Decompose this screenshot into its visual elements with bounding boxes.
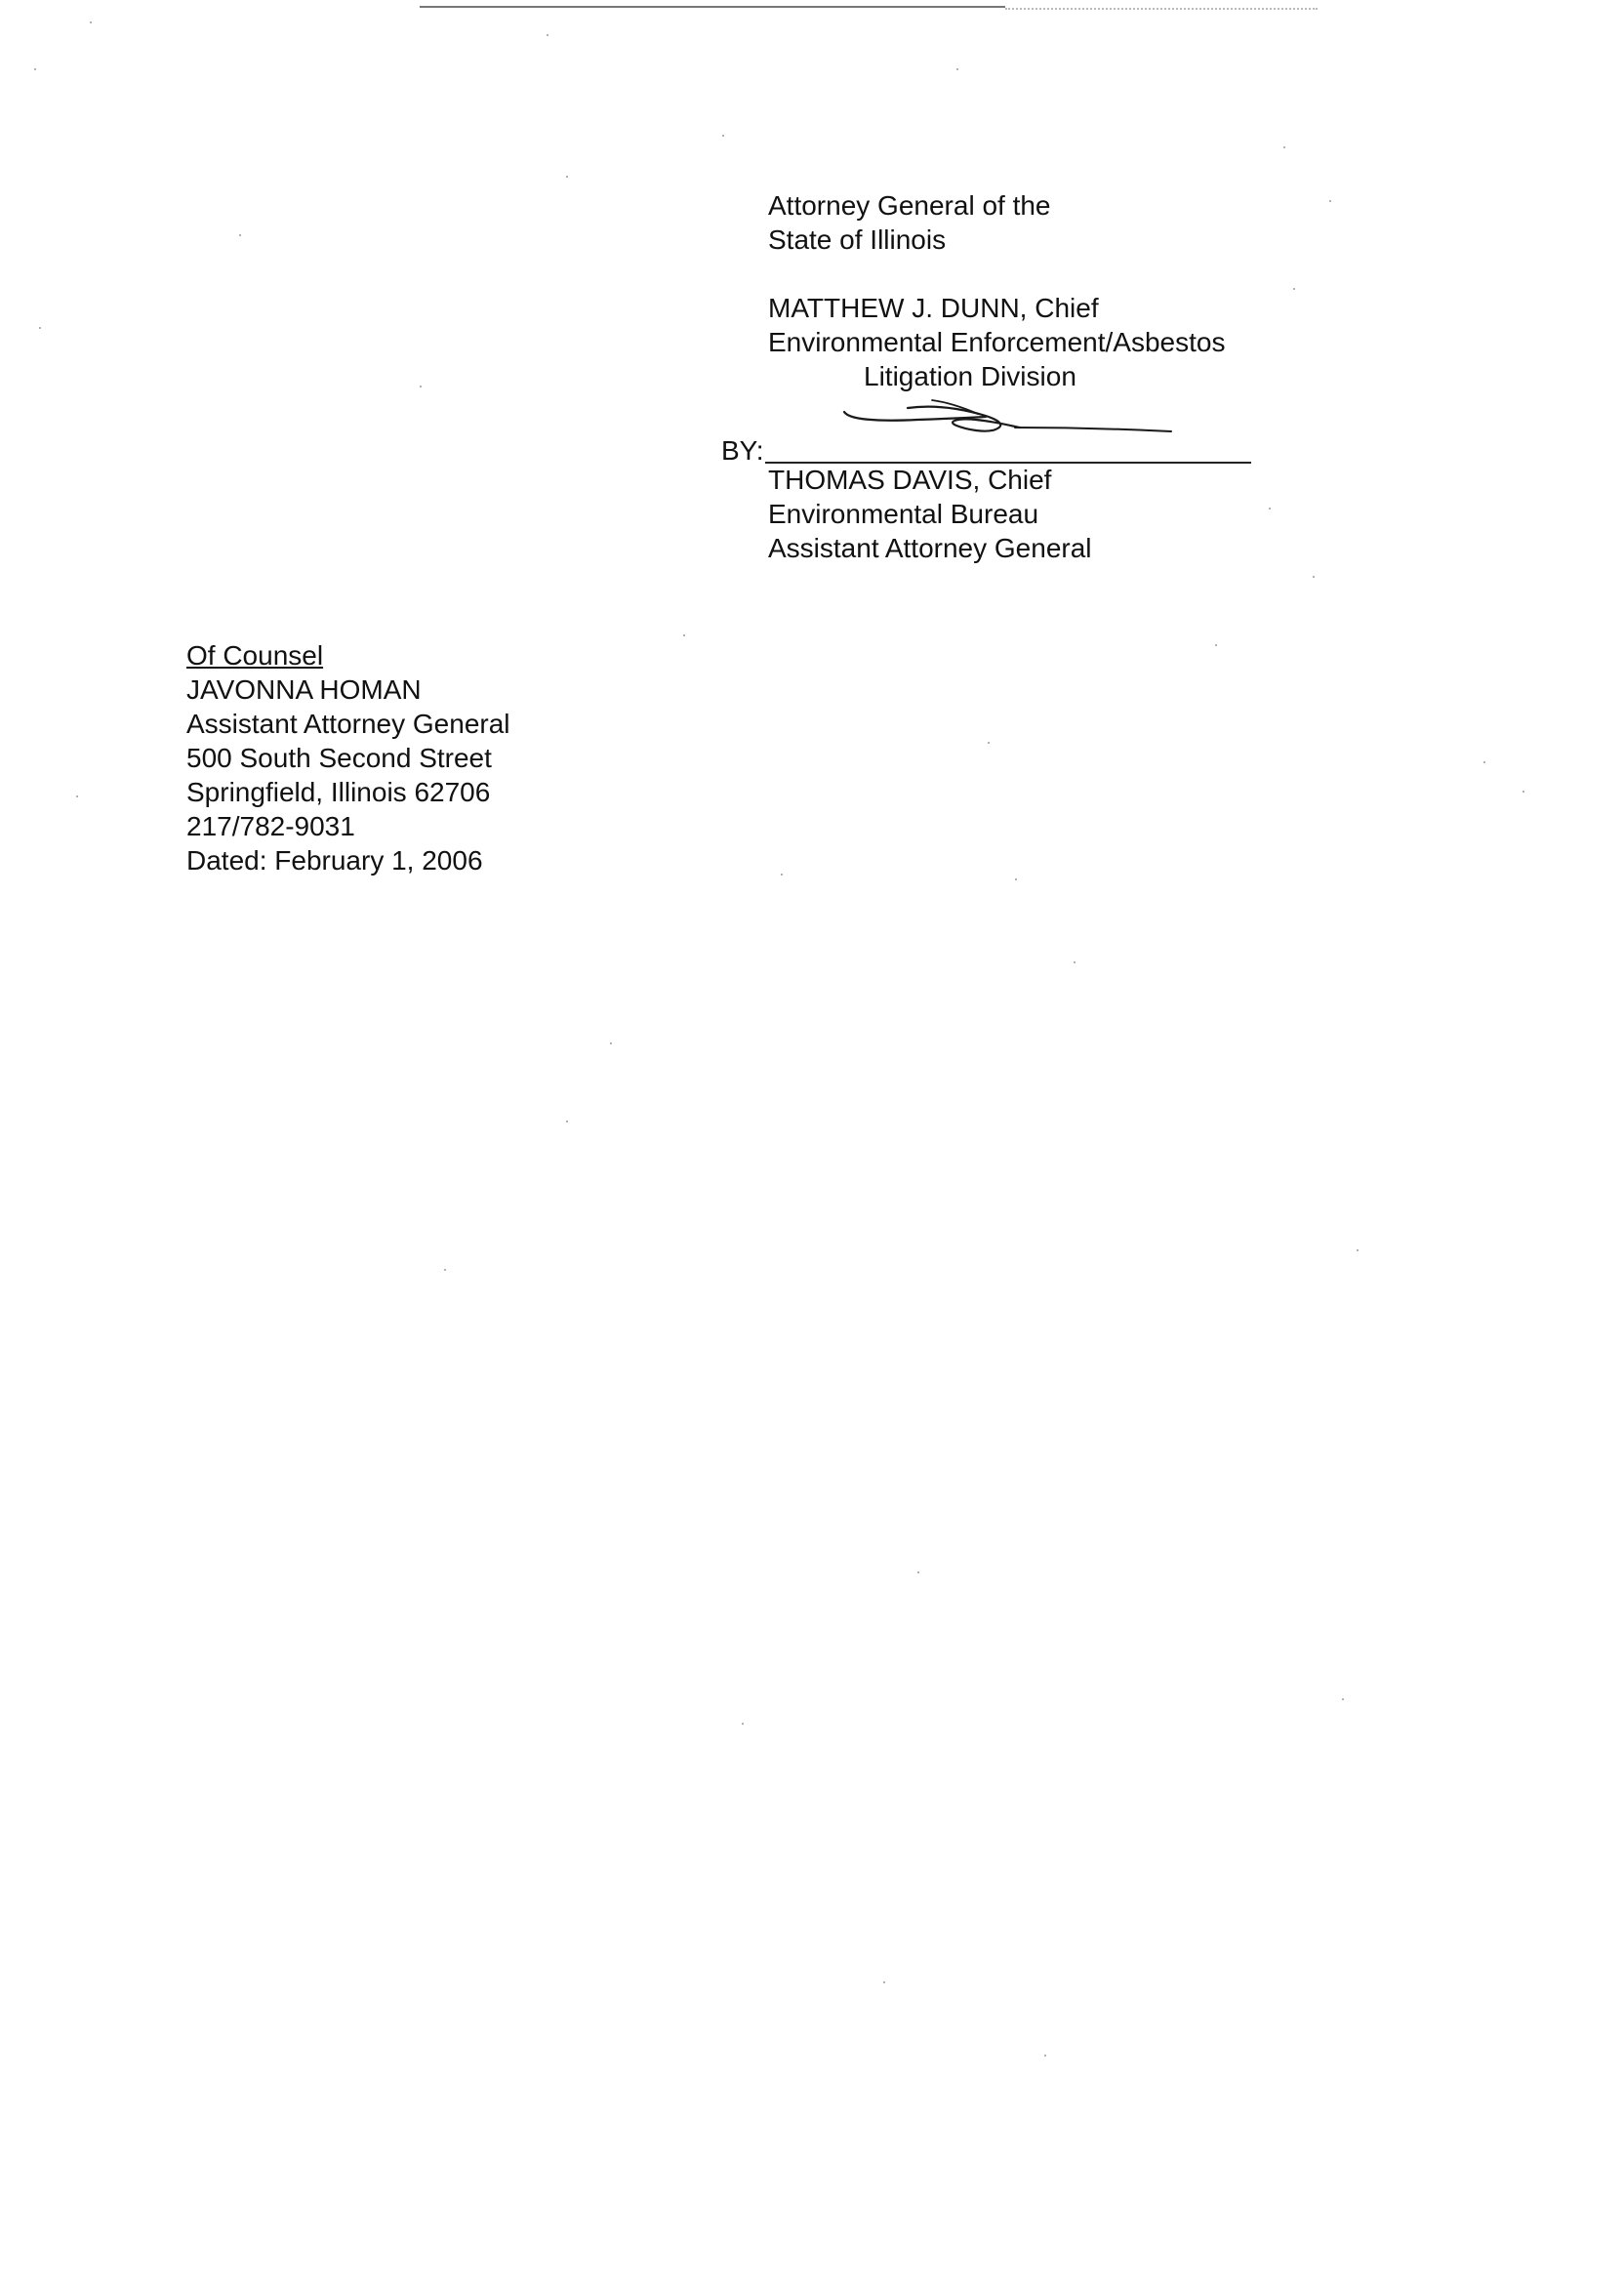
- top-scan-rule-faint: [1005, 8, 1318, 10]
- scan-speck: [444, 1269, 446, 1271]
- attorney-general-line-1: Attorney General of the: [768, 190, 1051, 221]
- scan-speck: [1313, 576, 1315, 578]
- scan-speck: [1269, 508, 1271, 509]
- scan-speck: [1342, 1698, 1344, 1700]
- scan-speck: [988, 742, 990, 744]
- handwritten-signature: [839, 390, 1181, 449]
- attorney-general-line-2: State of Illinois: [768, 224, 947, 255]
- scan-speck: [90, 21, 92, 23]
- signer-name: THOMAS DAVIS, Chief: [768, 465, 1052, 495]
- by-label: BY:: [721, 435, 764, 466]
- scan-speck: [1329, 200, 1331, 202]
- scan-speck: [1293, 288, 1295, 290]
- scan-speck: [1483, 761, 1485, 763]
- scan-speck: [883, 1981, 885, 1983]
- of-counsel-heading: Of Counsel: [186, 640, 324, 671]
- division-name-line-2: Litigation Division: [864, 361, 1076, 391]
- division-name-line-1: Environmental Enforcement/Asbestos: [768, 327, 1226, 357]
- scan-speck: [610, 1042, 612, 1044]
- scan-speck: [239, 234, 241, 236]
- scan-speck: [1074, 961, 1076, 963]
- signer-block: [768, 463, 1092, 565]
- division-chief-name: MATTHEW J. DUNN, Chief: [768, 293, 1099, 323]
- counsel-city: Springfield, Illinois 62706: [186, 777, 491, 807]
- scan-speck: [1044, 2055, 1046, 2057]
- attorney-general-block: [768, 188, 1051, 257]
- scan-speck: [34, 68, 36, 70]
- scan-speck: [39, 327, 41, 329]
- scan-speck: [547, 34, 548, 36]
- counsel-name: JAVONNA HOMAN: [186, 674, 422, 705]
- scan-speck: [1215, 644, 1217, 646]
- scan-speck: [956, 68, 958, 70]
- dated-line: Dated: February 1, 2006: [186, 845, 483, 876]
- signer-bureau: Environmental Bureau: [768, 499, 1039, 529]
- scan-speck: [1283, 146, 1285, 148]
- scan-speck: [566, 1121, 568, 1122]
- scan-speck: [781, 874, 783, 876]
- scan-speck: [566, 176, 568, 178]
- scan-speck: [917, 1571, 919, 1573]
- signer-title: Assistant Attorney General: [768, 533, 1092, 563]
- scan-speck: [1522, 791, 1524, 793]
- counsel-street: 500 South Second Street: [186, 743, 492, 773]
- scan-speck: [76, 795, 78, 797]
- scan-speck: [420, 386, 422, 387]
- of-counsel-block: [186, 638, 510, 877]
- top-scan-rule: [420, 6, 1005, 8]
- scan-speck: [742, 1723, 744, 1725]
- counsel-phone: 217/782-9031: [186, 811, 355, 841]
- scan-speck: [683, 634, 685, 636]
- scan-speck: [1015, 878, 1017, 880]
- scan-speck: [1357, 1249, 1359, 1251]
- division-chief-block: [768, 291, 1225, 393]
- counsel-title: Assistant Attorney General: [186, 709, 510, 739]
- scan-speck: [722, 135, 724, 137]
